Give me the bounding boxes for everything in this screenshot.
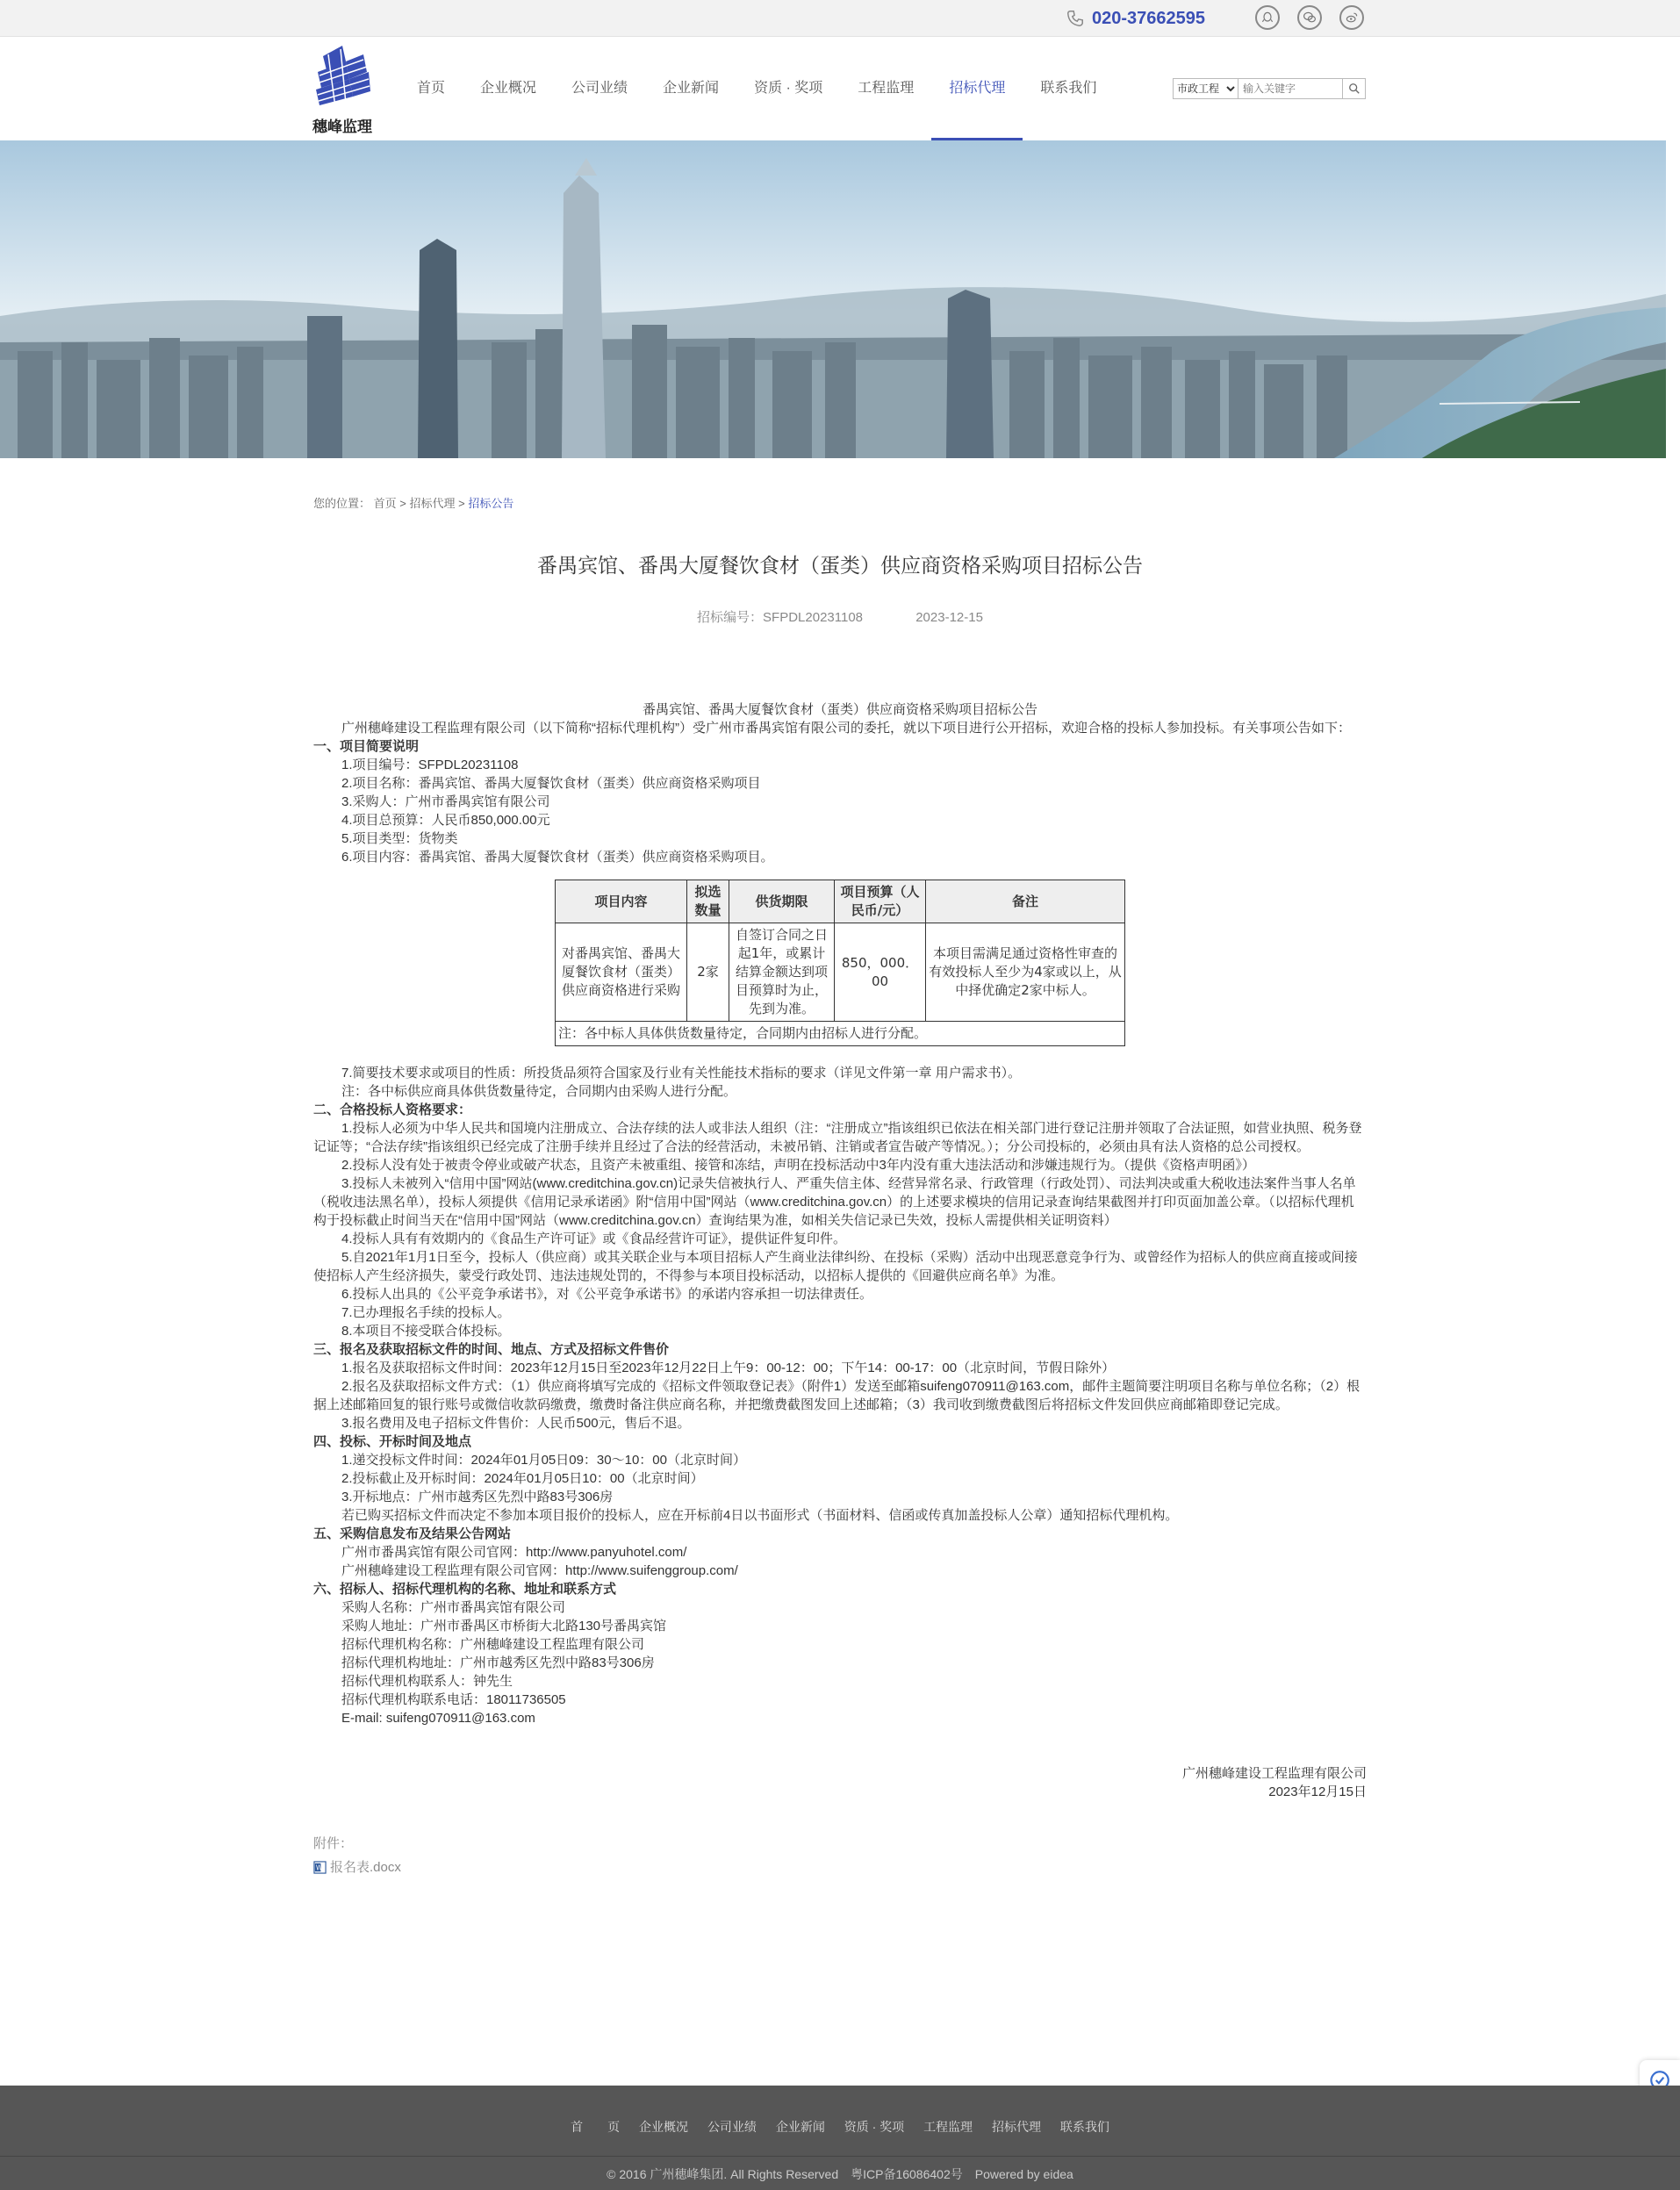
section-heading: 五、采购信息发布及结果公告网站 — [313, 1526, 512, 1541]
section-heading: 二、合格投标人资格要求： — [313, 1102, 472, 1117]
breadcrumb-home[interactable]: 首页 — [373, 497, 397, 510]
list-item: 采购人名称：广州市番禺宾馆有限公司 — [341, 1600, 566, 1615]
site-header — [0, 37, 1680, 140]
docx-file-icon — [313, 1861, 327, 1874]
footer-link[interactable]: 资质 · 奖项 — [844, 2120, 905, 2134]
list-item: 招标代理机构联系人：钟先生 — [341, 1674, 513, 1689]
list-item: 7.简要技术要求或项目的性质：所投货品须符合国家及行业有关性能技术指标的要求（详见文件第一章 用户需求书）。 — [341, 1066, 1022, 1081]
breadcrumb-bidding[interactable]: 招标代理 — [409, 497, 456, 510]
list-item: 2.投标人没有处于被责令停业或破产状态，且资产未被重组、接管和冻结，声明在投标活动中3年内没有重大违法活动和涉嫌违规行为。（提供《资格声明函》） — [341, 1158, 1255, 1173]
list-item: 1.项目编号：SFPDL20231108 — [341, 758, 519, 772]
list-item: 5.自2021年1月1日至今，投标人（供应商）或其关联企业与本项目招标人产生商业法律纠纷、在投标（采购）活动中出现恶意竞争行为、或曾经作为招标人的供应商直接或间接使招标人产生经济损失，蒙受行政处罚、违法违规处罚的，不得参与本项目投标活动，以招标人提供的《回避供应商名单》为准。 — [313, 1250, 1358, 1283]
nav-supervision[interactable]: 工程监理 — [858, 81, 915, 96]
footer-link[interactable]: 企业概况 — [639, 2120, 689, 2134]
nav-performance[interactable]: 公司业绩 — [571, 81, 628, 96]
nav-home[interactable]: 首页 — [417, 81, 446, 96]
footer-nav — [0, 2118, 1680, 2136]
list-item: 4.项目总预算：人民币850,000.00元 — [341, 813, 550, 828]
article-title: 番禺宾馆、番禺大厦餐饮食材（蛋类）供应商资格采购项目招标公告 — [537, 554, 1143, 577]
section-heading: 一、项目简要说明 — [313, 739, 420, 754]
phone-number: 020-37662595 — [1092, 8, 1206, 28]
footer-link[interactable]: 公司业绩 — [707, 2120, 757, 2134]
table-cell: 2家 — [687, 923, 729, 1022]
table-note: 注：各中标人具体供货数量待定，合同期内由招标人进行分配。 — [556, 1022, 1125, 1046]
nav-awards[interactable]: 资质 · 奖项 — [754, 81, 823, 96]
breadcrumb-prefix: 您的位置： — [313, 497, 371, 510]
table-header: 备注 — [926, 880, 1125, 923]
logo-text: 穗峰监理 — [312, 118, 372, 135]
list-item: 1.报名及获取招标文件时间：2023年12月15日至2023年12月22日上午9：00-12：00；下午14：00-17：00（北京时间，节假日除外） — [341, 1361, 1116, 1375]
table-cell: 对番禺宾馆、番禺大厦餐饮食材（蛋类）供应商资格进行采购 — [556, 923, 687, 1022]
svg-text:W: W — [315, 1863, 323, 1872]
attachment-label: 附件： — [313, 1836, 354, 1851]
nav-contact[interactable]: 联系我们 — [1040, 81, 1097, 96]
list-item: 3.开标地点：广州市越秀区先烈中路83号306房 — [341, 1490, 614, 1504]
table-cell: 自签订合同之日起1年，或累计结算金额达到项目预算时为止，先到为准。 — [729, 923, 835, 1022]
search-icon — [1348, 83, 1361, 95]
banner-image — [0, 140, 1666, 458]
site-footer — [0, 2086, 1680, 2190]
section-heading: 六、招标人、招标代理机构的名称、地址和联系方式 — [313, 1582, 617, 1597]
breadcrumb-separator: > — [458, 497, 465, 510]
attachment-link[interactable] — [313, 1858, 1367, 1877]
footer-copyright: © 2016 广州穗峰集团. All Rights Reserved 粤ICP备16086402号 Powered by eidea — [607, 2167, 1073, 2181]
wechat-icon[interactable] — [1297, 5, 1322, 30]
footer-link[interactable]: 工程监理 — [923, 2120, 973, 2134]
footer-divider — [0, 2156, 1680, 2157]
list-item: 7.已办理报名手续的投标人。 — [341, 1305, 511, 1320]
table-cell: 本项目需满足通过资格性审查的有效投标人至少为4家或以上，从中择优确定2家中标人。 — [926, 923, 1125, 1022]
list-item: 2.报名及获取招标文件方式：（1）供应商将填写完成的《招标文件领取登记表》（附件1）发送至邮箱suifeng070911@163.com，邮件主题简要注明项目名称与单位名称；（2）根据上述邮箱回复的银行账号或微信收款码缴费，缴费时备注供应商名称，并把缴费截图发回上述邮箱；（3）我司收到缴费截图后将招标文件发回供应商邮箱即登记完成。 — [313, 1379, 1361, 1412]
search-button[interactable] — [1342, 79, 1365, 98]
article-body — [313, 700, 1367, 1877]
nav-bidding-agency[interactable]: 招标代理 — [931, 37, 1023, 140]
list-item: 1.递交投标文件时间：2024年01月05日09：30～10：00（北京时间） — [341, 1453, 746, 1468]
footer-link[interactable]: 联系我们 — [1059, 2120, 1109, 2134]
list-item: 8.本项目不接受联合体投标。 — [341, 1324, 511, 1339]
list-item: 6.投标人出具的《公平竞争承诺书》，对《公平竞争承诺书》的承诺内容承担一切法律责任。 — [341, 1287, 873, 1302]
list-item: 5.项目类型：货物类 — [341, 831, 458, 846]
table-header-row — [556, 880, 1125, 923]
phone-contact — [1066, 8, 1205, 29]
signature-company: 广州穗峰建设工程监理有限公司 — [1181, 1766, 1367, 1781]
list-item: 2.投标截止及开标时间：2024年01月05日10：00（北京时间） — [341, 1471, 704, 1486]
inner-title: 番禺宾馆、番禺大厦餐饮食材（蛋类）供应商资格采购项目招标公告 — [642, 702, 1037, 717]
list-item: 3.报名费用及电子招标文件售价：人民币500元，售后不退。 — [341, 1416, 691, 1431]
search-input[interactable] — [1238, 79, 1342, 98]
list-item: 若已购买招标文件而决定不参加本项目报价的投标人，应在开标前4日以书面形式（书面材料、信函或传真加盖投标人公章）通知招标代理机构。 — [341, 1508, 1179, 1523]
main-nav — [399, 37, 1114, 140]
list-item: E-mail: suifeng070911@163.com — [341, 1711, 535, 1726]
breadcrumb-current[interactable]: 招标公告 — [468, 497, 514, 510]
list-item: 2.项目名称：番禺宾馆、番禺大厦餐饮食材（蛋类）供应商资格采购项目 — [341, 776, 761, 791]
list-item: 注：各中标供应商具体供货数量待定，合同期内由采购人进行分配。 — [341, 1084, 737, 1099]
list-item: 招标代理机构名称：广州穗峰建设工程监理有限公司 — [341, 1637, 645, 1652]
table-cell: 850，000．00 — [835, 923, 926, 1022]
section-heading: 四、投标、开标时间及地点 — [313, 1434, 472, 1449]
article-code: 招标编号：SFPDL20231108 — [697, 610, 864, 625]
breadcrumb — [313, 494, 513, 511]
section-heading: 三、报名及获取招标文件的时间、地点、方式及招标文件售价 — [313, 1342, 670, 1357]
attachment-filename[interactable]: 报名表.docx — [330, 1860, 401, 1875]
list-item: 4.投标人具有有效期内的《食品生产许可证》或《食品经营许可证》，提供证件复印件。 — [341, 1231, 847, 1246]
footer-link[interactable]: 招标代理 — [991, 2120, 1041, 2134]
list-item: 广州穗峰建设工程监理有限公司官网：http://www.suifenggroup.com/ — [341, 1563, 738, 1578]
table-row — [556, 923, 1125, 1022]
list-item: 广州市番禺宾馆有限公司官网：http://www.panyuhotel.com/ — [341, 1545, 687, 1560]
intro-paragraph: 广州穗峰建设工程监理有限公司（以下简称“招标代理机构”）受广州市番禺宾馆有限公司的委托，就以下项目进行公开招标，欢迎合格的投标人参加投标。有关事项公告如下： — [341, 721, 1351, 736]
table-note-row — [556, 1022, 1125, 1046]
project-table — [555, 880, 1125, 1046]
nav-news[interactable]: 企业新闻 — [663, 81, 720, 96]
footer-link[interactable]: 首 页 — [571, 2120, 621, 2134]
breadcrumb-separator: > — [399, 497, 406, 510]
table-header: 拟选数量 — [687, 880, 729, 923]
table-header: 供货期限 — [729, 880, 835, 923]
qq-icon[interactable] — [1255, 5, 1280, 30]
search-category-select[interactable] — [1174, 79, 1238, 98]
table-header: 项目预算（人民币/元） — [835, 880, 926, 923]
list-item: 3.投标人未被列入“信用中国”网站(www.creditchina.gov.cn)记录失信被执行人、严重失信主体、经营异常名录、行政管理（行政处罚）、司法判决或重大税收违法案件当事人名单（税收违法黑名单），投标人须提供《信用记录承诺函》附“信用中国”网站（www.creditchina.gov.cn）的上述要求模块的信用记录查询结果截图并打印页面加盖公章。（以招标代理机构于投标截止时间当天在“信用中国”网站（www.creditchina.gov.cn）查询结果为准，如相关失信记录已失效，投标人需提供相关证明资料） — [313, 1176, 1356, 1228]
article-meta — [313, 607, 1367, 626]
list-item: 6.项目内容：番禺宾馆、番禺大厦餐饮食材（蛋类）供应商资格采购项目。 — [341, 850, 774, 865]
footer-link[interactable]: 企业新闻 — [775, 2120, 825, 2134]
nav-about[interactable]: 企业概况 — [480, 81, 537, 96]
weibo-icon[interactable] — [1339, 5, 1364, 30]
search-box — [1173, 78, 1366, 99]
list-item: 采购人地址：广州市番禺区市桥街大北路130号番禺宾馆 — [341, 1619, 667, 1634]
list-item: 招标代理机构地址：广州市越秀区先烈中路83号306房 — [341, 1655, 655, 1670]
top-bar — [0, 0, 1680, 37]
article-date: 2023-12-15 — [915, 610, 983, 625]
table-header: 项目内容 — [556, 880, 687, 923]
list-item: 1.投标人必须为中华人民共和国境内注册成立、合法存续的法人或非法人组织（注：“注册成立”指该组织已依法在相关部门进行登记注册并领取了合法证照，如营业执照、税务登记证等；“合法存续”指该组织已经完成了注册手续并且经过了合法的经营活动，未被吊销、注销或者宣告破产等情况。）；分公司投标的，必须由具有法人资格的总公司授权。 — [313, 1121, 1362, 1154]
list-item: 招标代理机构联系电话：18011736505 — [341, 1692, 566, 1707]
phone-icon — [1066, 9, 1085, 28]
signature-date: 2023年12月15日 — [1268, 1784, 1367, 1799]
list-item: 3.采购人：广州市番禺宾馆有限公司 — [341, 794, 550, 809]
